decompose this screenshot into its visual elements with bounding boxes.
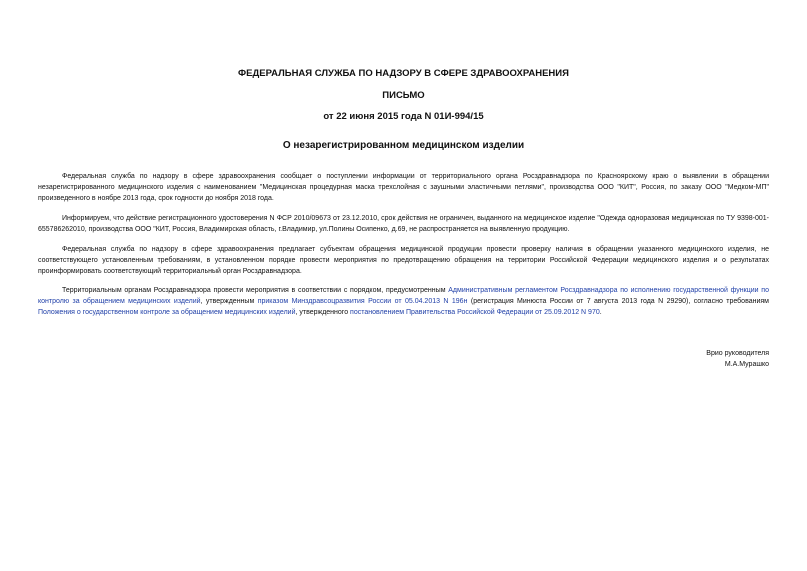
document-type: ПИСЬМО	[382, 90, 425, 101]
paragraph-1: Федеральная служба по надзору в сфере здравоохранения сообщает о поступлении информации от территориального органа Росздравнадзора по Красноярскому краю о выявлении в обращении незарегистрированного медицинского изделия с наименованием "Медицинская процедурная маска трехслойная с заушными эластичными петлями", производства ООО "КИТ", Россия, по заказу ООО "Медком-МП" произведенного в ноябре 2013 года, срок годности до ноября 2018 года.	[38, 173, 769, 202]
state-control-regulation-link[interactable]: Положения о государственном контроле за обращением медицинских изделий	[38, 309, 296, 316]
paragraph-4	[38, 285, 769, 318]
signature-position: Врио руководителя	[706, 350, 769, 357]
paragraph-3: Федеральная служба по надзору в сфере здравоохранения предлагает субъектам обращения медицинской продукции провести проверку наличия в обращении указанного медицинского изделия, не соответствующего установленным требованиям, в установленном порядке провести мероприятия по предотвращению обращения на территории Российской Федерации медицинского изделия и о результатах проинформировать соответствующий территориальный орган Росздравнадзора.	[38, 246, 769, 275]
signature-name: М.А.Мурашко	[724, 361, 769, 368]
paragraph-4-text-3: (регистрация Минюста России от 7 августа 2013 года N 29290), согласно требованиям	[467, 298, 769, 305]
government-decree-970-link[interactable]: постановлением Правительства Российской Федерации от 25.09.2012 N 970	[350, 309, 600, 316]
paragraph-4-text-1: Территориальным органам Росздравнадзора провести мероприятия в соответствии с порядком, предусмотренным	[62, 287, 449, 294]
agency-title: ФЕДЕРАЛЬНАЯ СЛУЖБА ПО НАДЗОРУ В СФЕРЕ ЗДРАВООХРАНЕНИЯ	[238, 68, 569, 79]
admin-regulation-link[interactable]: Административным регламентом Росздравнадзора по исполнению государственной функции по контролю за обращением медицинских изделий	[38, 287, 769, 305]
document-date-number: от 22 июня 2015 года N 01И-994/15	[323, 111, 484, 122]
paragraph-4-text-2: , утвержденным	[200, 298, 258, 305]
paragraph-4-text-4: , утвержденного	[295, 309, 351, 316]
document-subject: О незарегистрированном медицинском изделии	[282, 140, 525, 151]
paragraph-2: Информируем, что действие регистрационного удостоверения N ФСР 2010/09673 от 23.12.2010, срок действия не ограничен, выданного на медицинское изделие "Одежда одноразовая медицинская по ТУ 9398-001-655786262010, производства ООО "КИТ, Россия, Владимирская область, г.Владимир, ул.Полины Осипенко, д.69, не распространяется на выявленную продукцию.	[38, 215, 769, 233]
order-196n-link[interactable]: приказом Минздравсоцразвития России от 05.04.2013 N 196н	[257, 298, 468, 305]
paragraph-4-text-5: .	[599, 309, 602, 316]
